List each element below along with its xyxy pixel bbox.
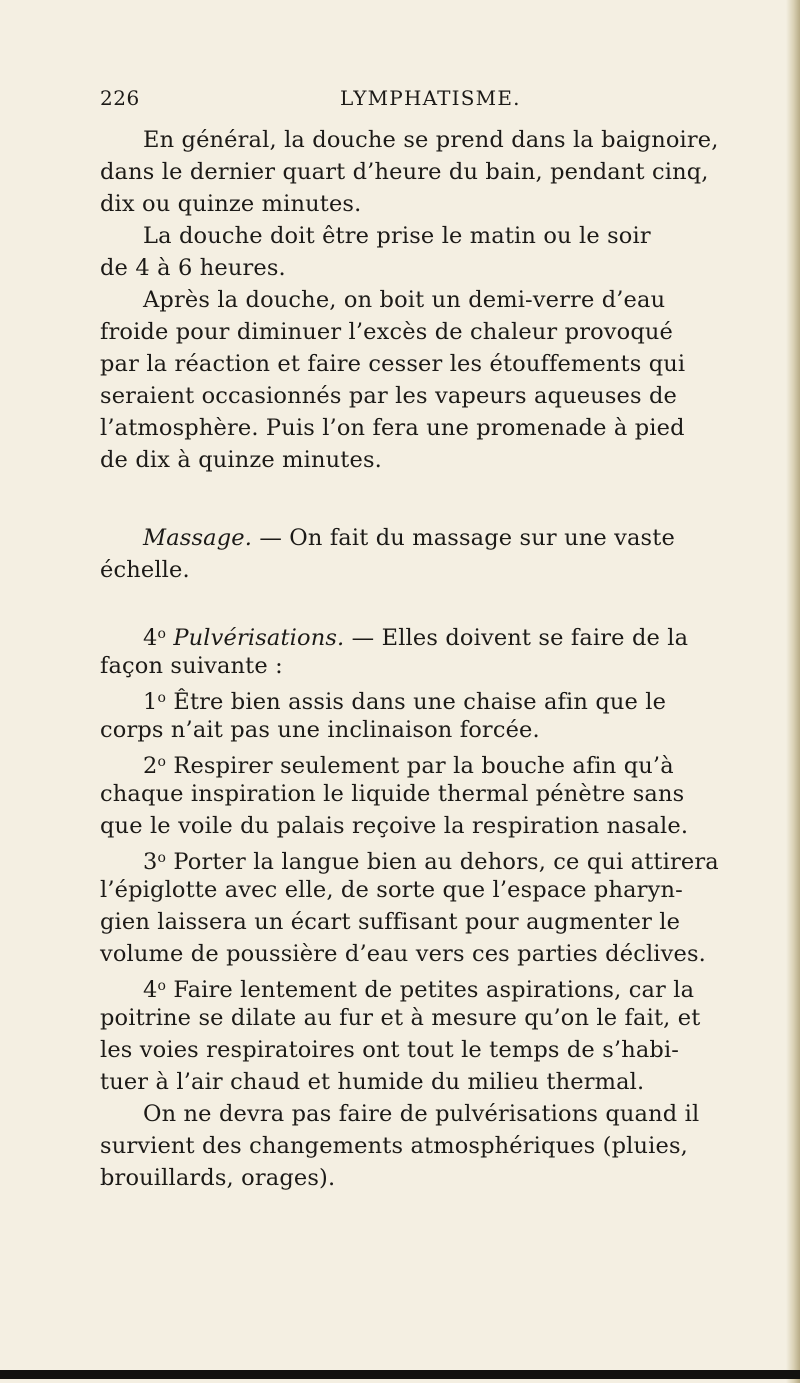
text-line: dans le dernier quart d’heure du bain, pendant cinq,	[100, 159, 709, 185]
text-line: On ne devra pas faire de pulvérisations quand il	[143, 1101, 700, 1127]
item-degree: o	[157, 978, 167, 994]
massage-line-rest: — On fait du massage sur une vaste	[252, 525, 675, 551]
text-line: seraient occasionnés par les vapeurs aqueuses de	[100, 383, 677, 409]
item-text: Respirer seulement par la bouche afin qu’à	[166, 753, 674, 779]
text-line: froide pour diminuer l’excès de chaleur provoqué	[100, 319, 674, 345]
text-line: l’épiglotte avec elle, de sorte que l’espace pharyn-	[100, 877, 683, 903]
item-degree: o	[157, 850, 167, 866]
text-line: En général, la douche se prend dans la baignoire,	[143, 127, 719, 153]
section-number: 4	[143, 625, 158, 651]
text-line: volume de poussière d’eau vers ces parties déclives.	[100, 941, 706, 967]
text-line: La douche doit être prise le matin ou le soir	[143, 223, 651, 249]
running-title: LYMPHATISME.	[340, 86, 521, 110]
pulverisations-heading: Pulvérisations.	[173, 625, 345, 651]
text-line: dix ou quinze minutes.	[100, 191, 362, 217]
item-degree: o	[157, 690, 167, 706]
text-line: Après la douche, on boit un demi-verre d’eau	[143, 287, 666, 313]
text-line: les voies respiratoires ont tout le temps de s’habi-	[100, 1037, 680, 1063]
text-line: corps n’ait pas une inclinaison forcée.	[100, 717, 540, 743]
text-line: survient des changements atmosphériques (pluies,	[100, 1133, 688, 1159]
item-text: Être bien assis dans une chaise afin que le	[166, 689, 667, 715]
section-degree: o	[157, 626, 167, 642]
text-line: poitrine se dilate au fur et à mesure qu’on le fait, et	[100, 1005, 701, 1031]
text-line: chaque inspiration le liquide thermal pénètre sans	[100, 781, 685, 807]
item-number: 3	[143, 849, 158, 875]
text-line: que le voile du palais reçoive la respiration nasale.	[100, 813, 689, 839]
item-2-first-line	[100, 746, 790, 778]
massage-heading: Massage.	[143, 525, 253, 551]
running-head	[100, 86, 720, 116]
douche-section	[100, 124, 790, 476]
text-line: de dix à quinze minutes.	[100, 447, 382, 473]
text-line: façon suivante :	[100, 653, 283, 679]
item-text: Porter la langue bien au dehors, ce qui attirera	[166, 849, 719, 875]
page-number: 226	[100, 86, 140, 110]
pulverisations-line-rest: — Elles doivent se faire de la	[344, 625, 689, 651]
pulverisations-section	[100, 618, 790, 1194]
text-line: par la réaction et faire cesser les étouffements qui	[100, 351, 686, 377]
text-line: l’atmosphère. Puis l’on fera une promenade à pied	[100, 415, 685, 441]
item-degree: o	[157, 754, 167, 770]
text-line: échelle.	[100, 557, 190, 583]
item-3-first-line	[100, 842, 790, 874]
item-number: 4	[143, 977, 158, 1003]
text-line: de 4 à 6 heures.	[100, 255, 286, 281]
page-bottom-rule	[0, 1370, 800, 1379]
text-line: gien laissera un écart suffisant pour augmenter le	[100, 909, 681, 935]
item-1-first-line	[100, 682, 790, 714]
text-line: brouillards, orages).	[100, 1165, 336, 1191]
massage-section	[100, 522, 790, 586]
item-4-first-line	[100, 970, 790, 1002]
massage-first-line	[100, 522, 790, 554]
item-text: Faire lentement de petites aspirations, car la	[166, 977, 695, 1003]
text-line: tuer à l’air chaud et humide du milieu thermal.	[100, 1069, 645, 1095]
pulverisations-first-line	[100, 618, 790, 650]
item-number: 1	[143, 689, 158, 715]
item-number: 2	[143, 753, 158, 779]
